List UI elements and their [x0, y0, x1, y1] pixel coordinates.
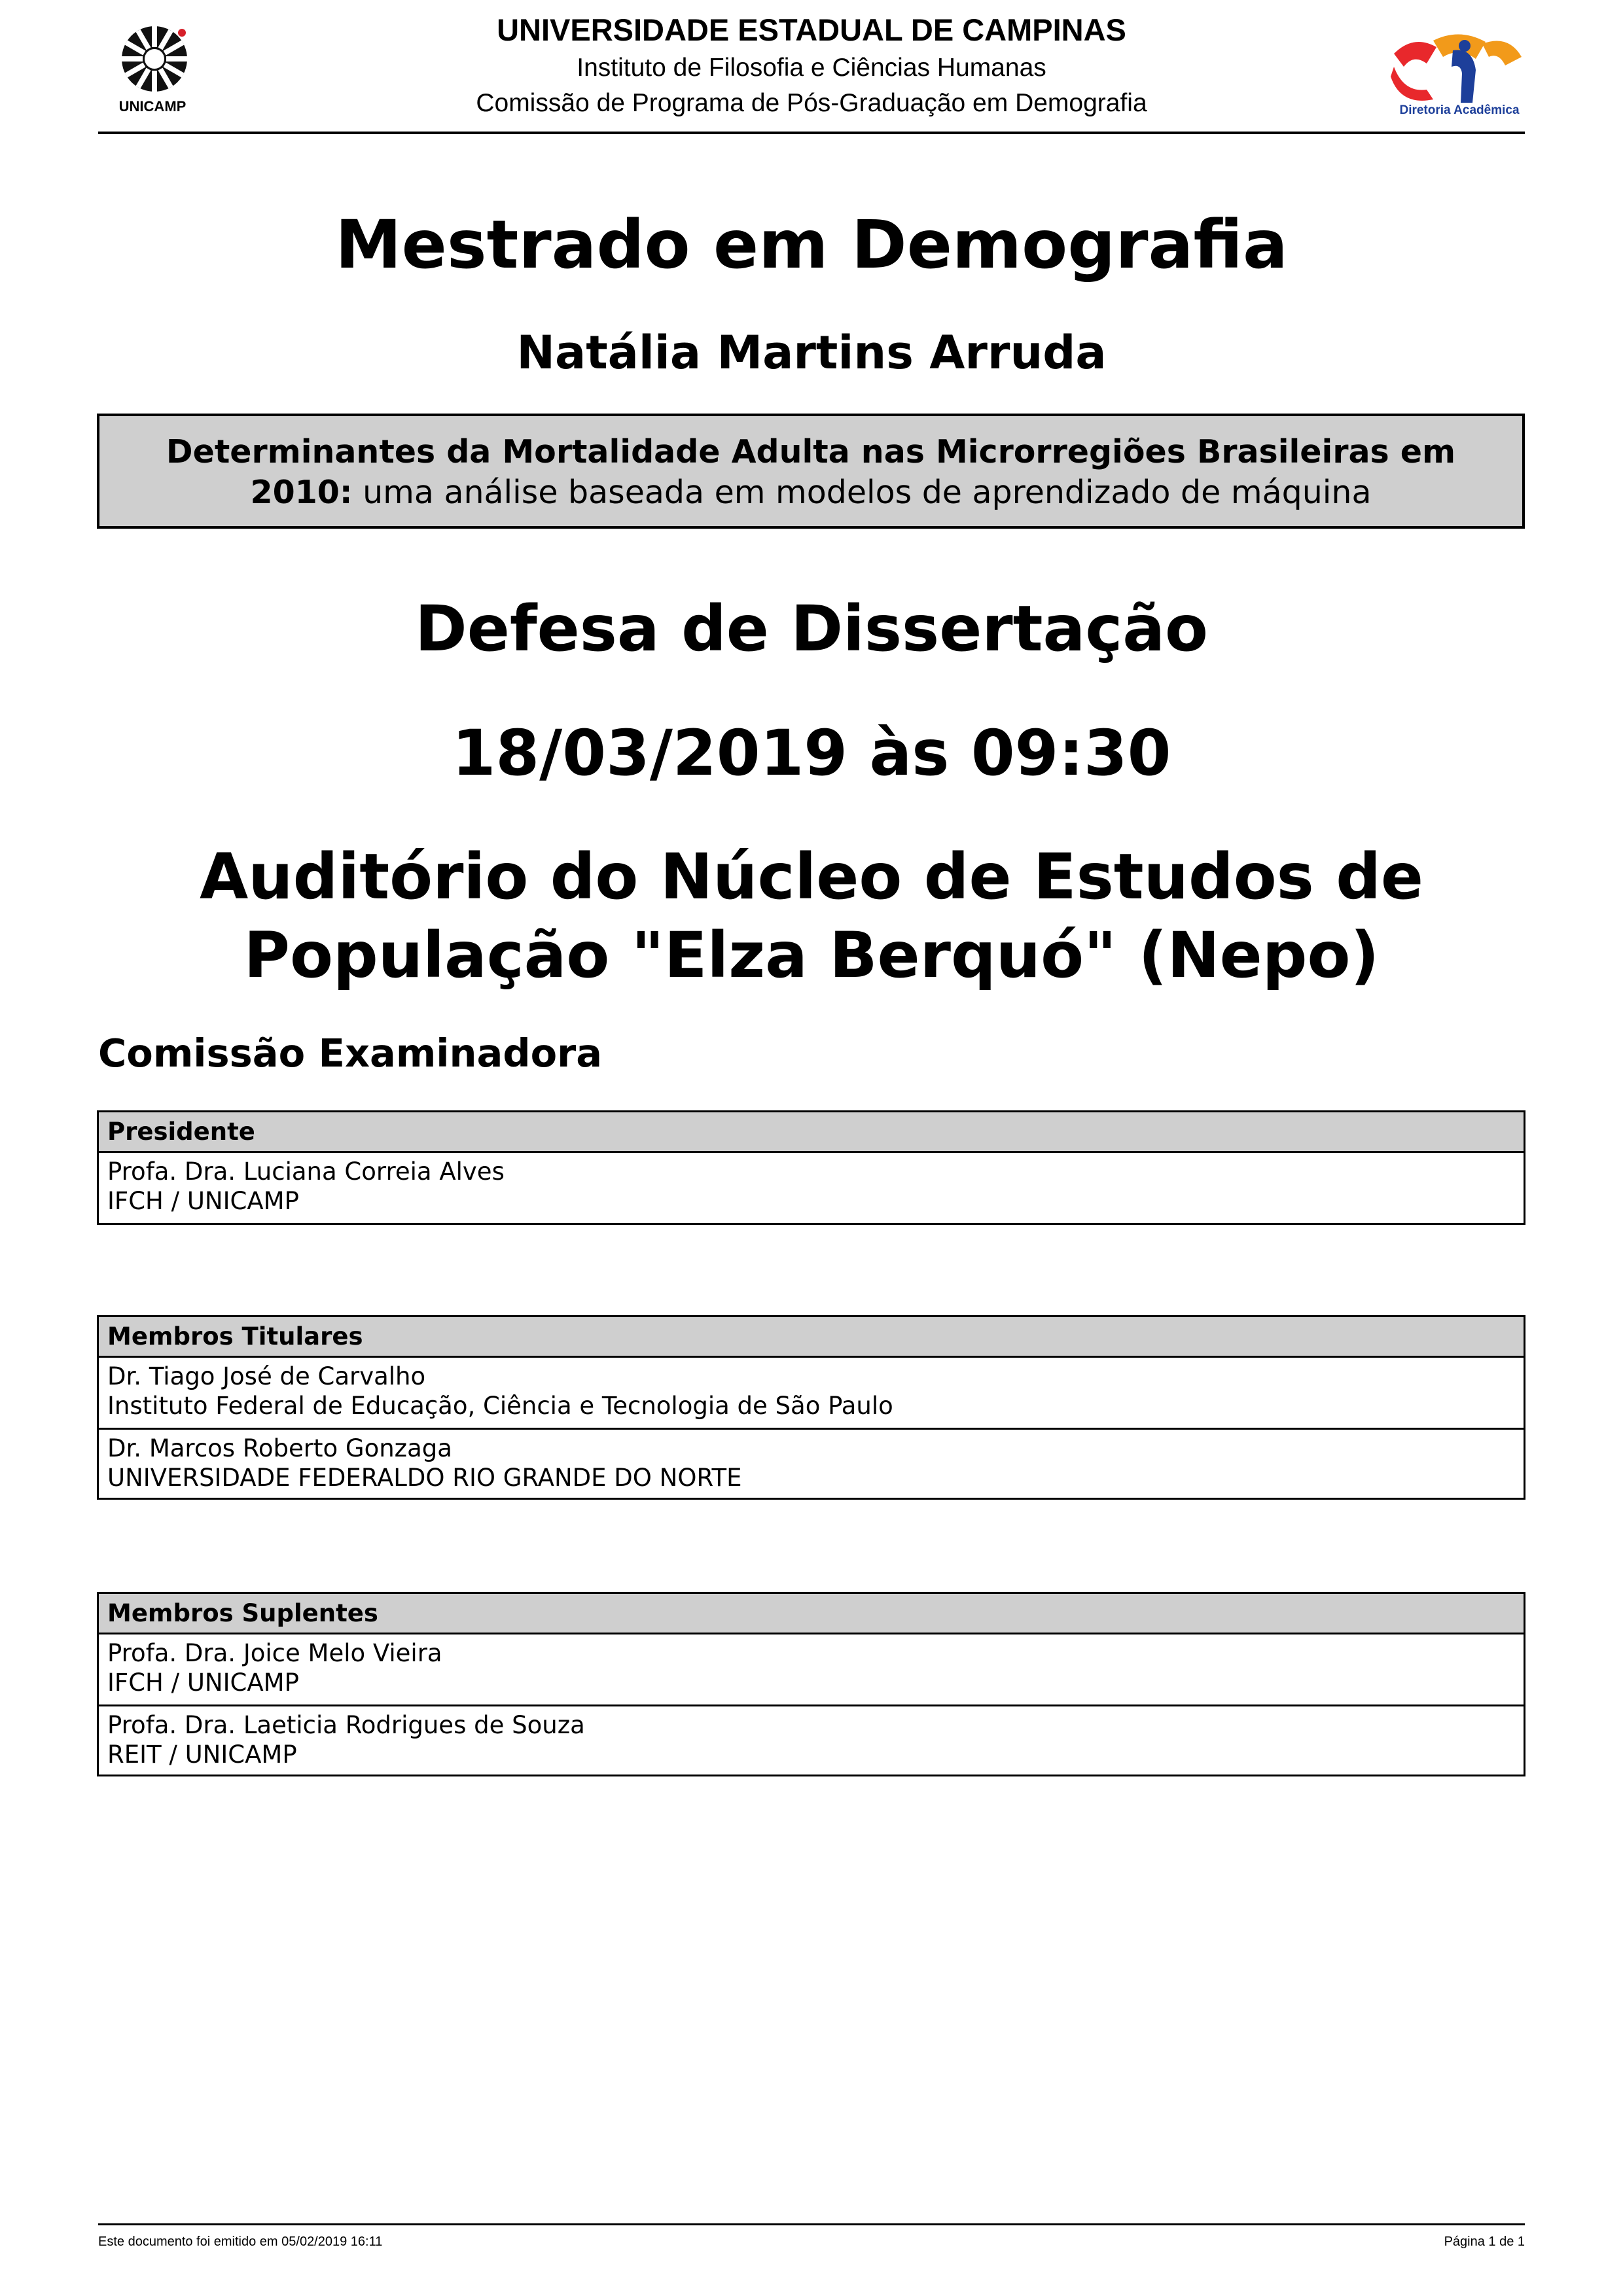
footer-page-number: Página 1 de 1 [1444, 2234, 1525, 2249]
member-affiliation: UNIVERSIDADE FEDERALDO RIO GRANDE DO NORTE [107, 1464, 742, 1492]
footer-emitted: Este documento foi emitido em 05/02/2019 16:11 [98, 2234, 383, 2249]
defense-type: Defesa de Dissertação [415, 592, 1208, 665]
board-heading: Membros Titulares [99, 1317, 1524, 1358]
member-name: Profa. Dra. Luciana Correia Alves [107, 1157, 505, 1186]
board-heading: Presidente [99, 1112, 1524, 1153]
committee-title: Comissão Examinadora [98, 1031, 603, 1076]
thesis-title-box [97, 414, 1525, 529]
member-name: Dr. Marcos Roberto Gonzaga [107, 1434, 452, 1462]
member-row [99, 1704, 1524, 1775]
member-name: Profa. Dra. Joice Melo Vieira [107, 1639, 442, 1667]
program-title: Mestrado em Demografia [335, 206, 1288, 284]
member-name: Profa. Dra. Laeticia Rodrigues de Souza [107, 1711, 585, 1739]
member-affiliation: REIT / UNICAMP [107, 1740, 297, 1769]
thesis-title [119, 432, 1503, 513]
unicamp-logo-text: UNICAMP [118, 98, 187, 115]
member-row [99, 1428, 1524, 1498]
board-titular-members [97, 1315, 1525, 1500]
footer-divider [98, 2223, 1525, 2225]
defense-datetime: 18/03/2019 às 09:30 [452, 716, 1171, 790]
member-affiliation: IFCH / UNICAMP [107, 1187, 299, 1215]
member-row [99, 1634, 1524, 1704]
board-heading: Membros Suplentes [99, 1594, 1524, 1634]
member-name: Dr. Tiago José de Carvalho [107, 1362, 426, 1390]
member-affiliation: IFCH / UNICAMP [107, 1669, 299, 1697]
student-name: Natália Martins Arruda [516, 326, 1107, 380]
board-president [97, 1110, 1525, 1225]
header-divider [98, 132, 1525, 134]
thesis-title-main: Determinantes da Mortalidade Adulta nas Microrregiões Brasileiras em 2010: [166, 433, 1456, 511]
member-row [99, 1358, 1524, 1428]
member-affiliation: Instituto Federal de Educação, Ciência e Tecnologia de São Paulo [107, 1392, 893, 1420]
board-alternate-members [97, 1592, 1525, 1776]
defense-venue: Auditório do Núcleo de Estudos de População "Elza Berquó" (Nepo) [199, 840, 1424, 992]
diretoria-academica-text: Diretoria Acadêmica [1399, 103, 1520, 117]
institute-name: Instituto de Filosofia e Ciências Humanas [577, 54, 1046, 82]
university-name: UNIVERSIDADE ESTADUAL DE CAMPINAS [497, 12, 1126, 47]
commission-name: Comissão de Programa de Pós-Graduação em Demografia [476, 89, 1147, 117]
member-row [99, 1153, 1524, 1223]
thesis-subtitle: uma análise baseada em modelos de aprendizado de máquina [363, 474, 1372, 511]
